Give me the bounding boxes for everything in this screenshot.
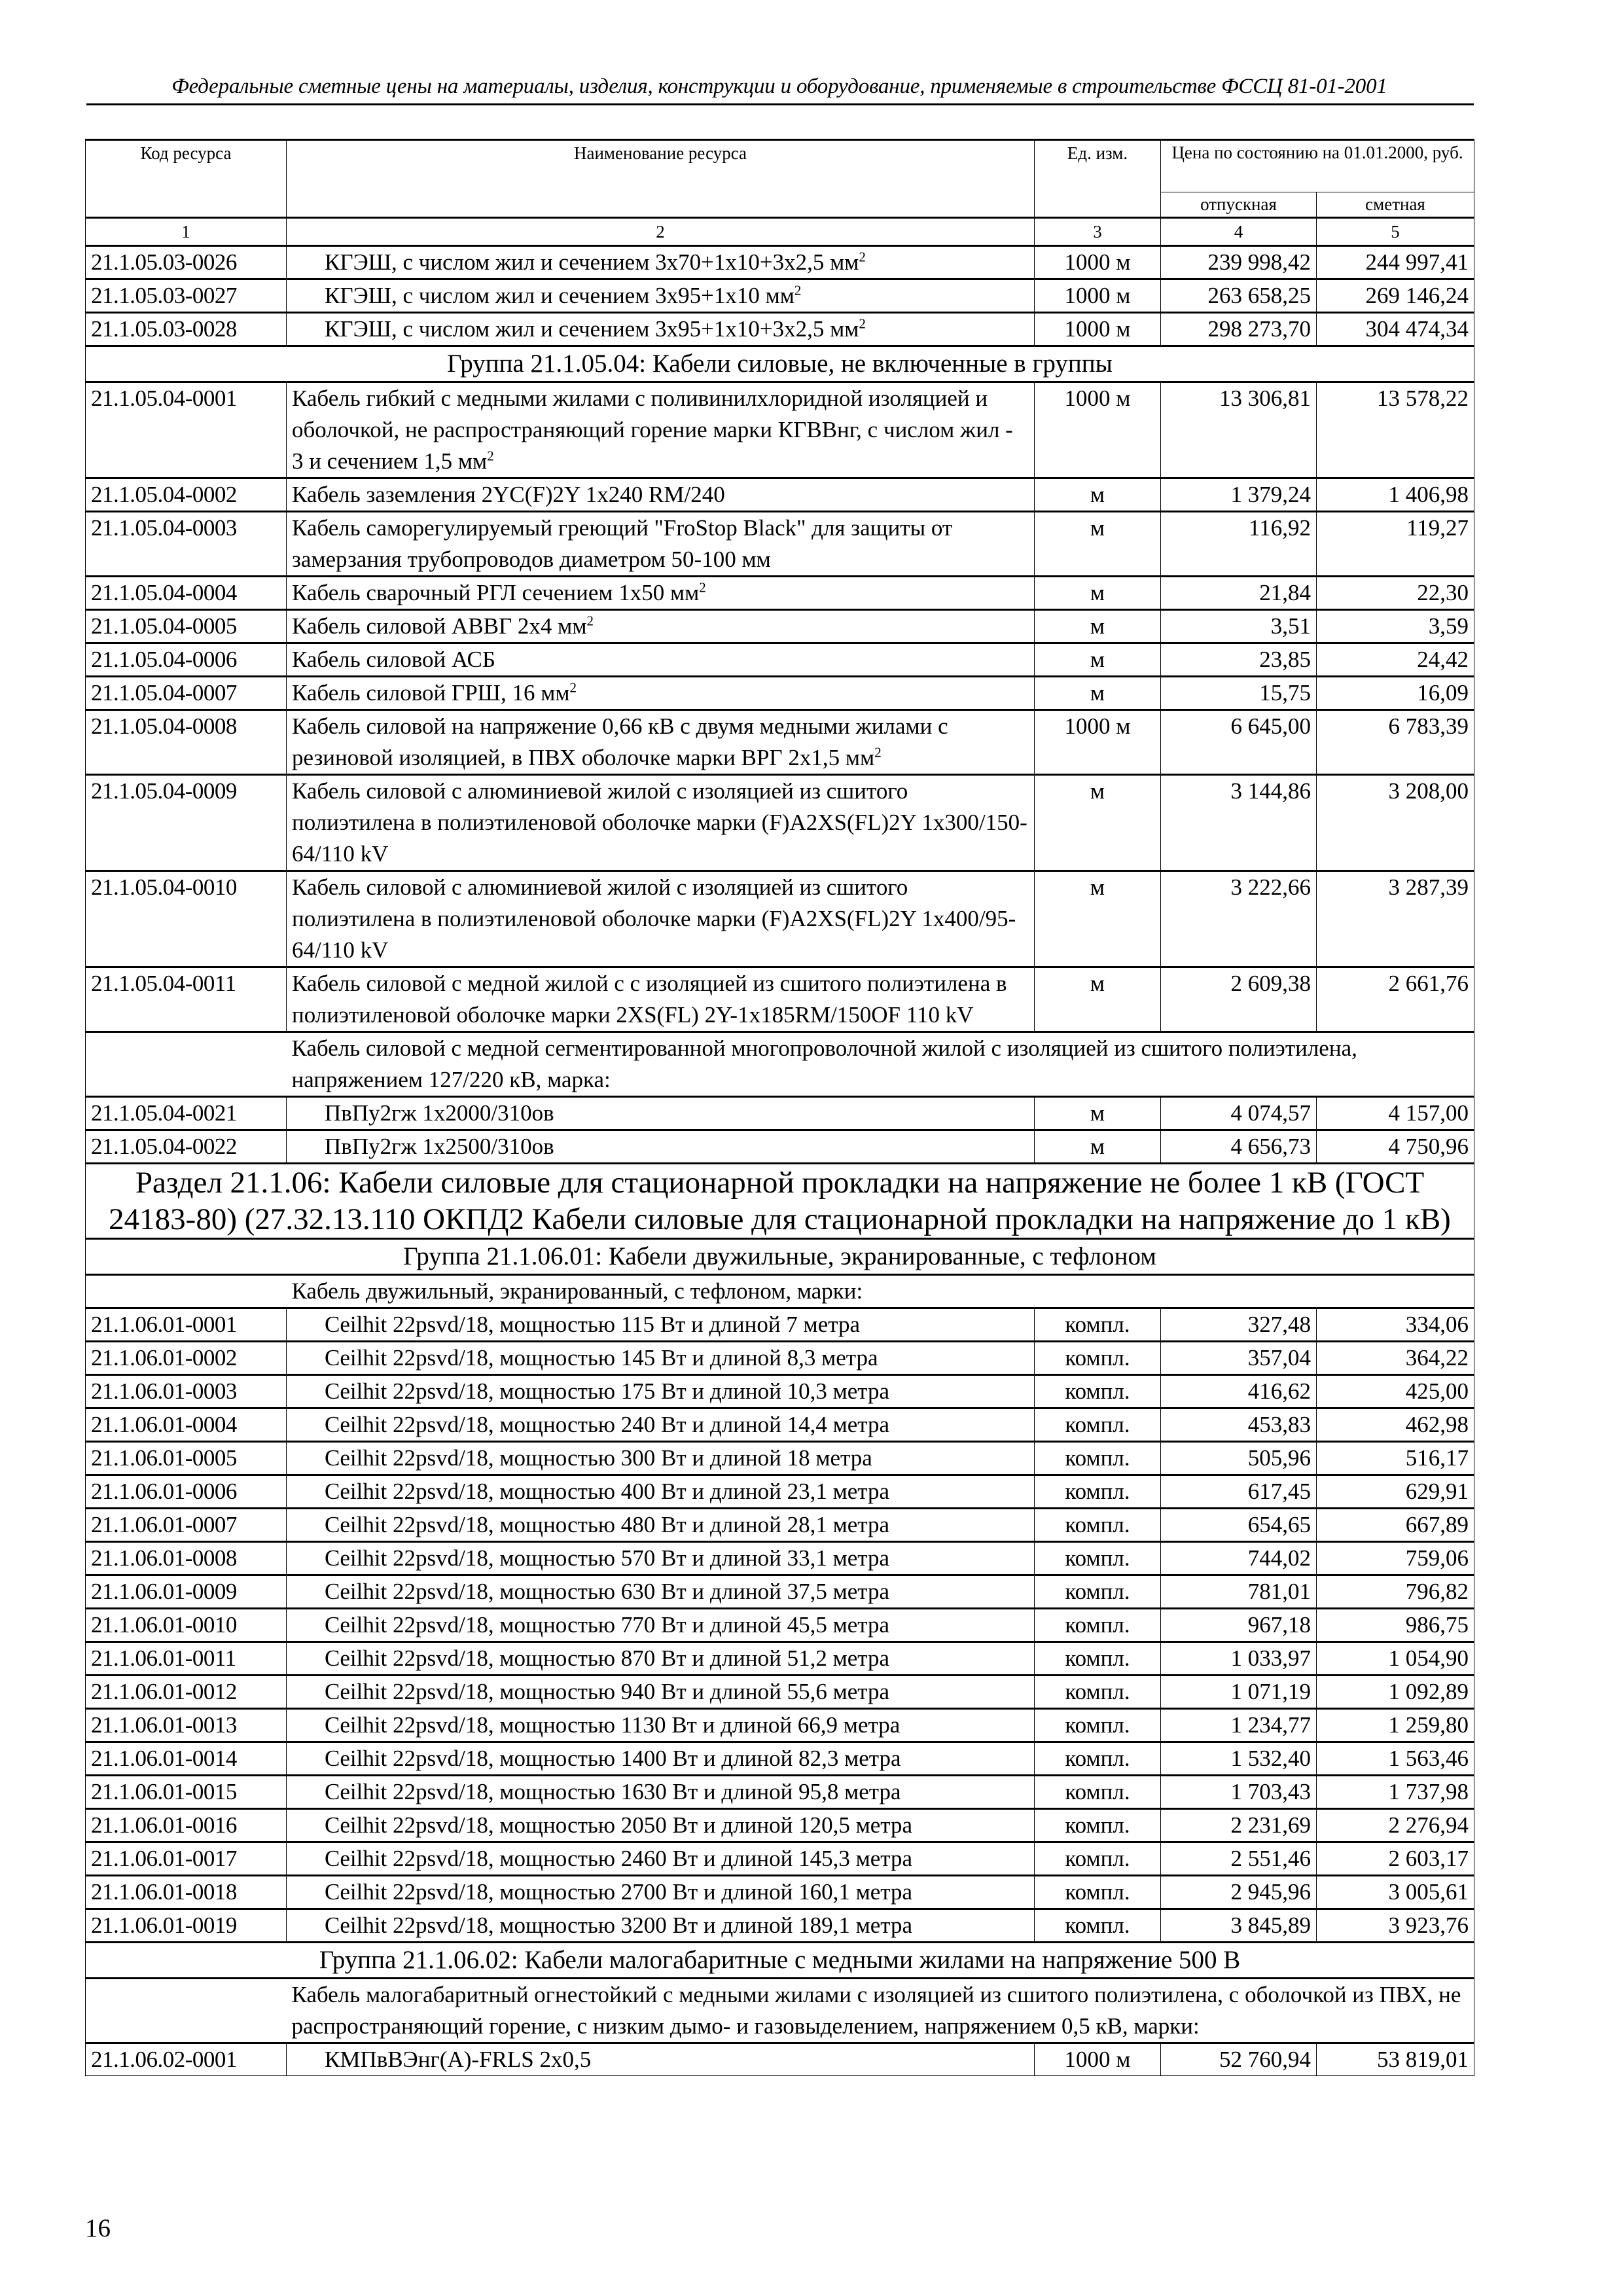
price-estimate: 667,89 <box>1317 1509 1474 1542</box>
price-release: 23,85 <box>1161 643 1317 677</box>
unit-of-measure: компл. <box>1035 1408 1161 1442</box>
resource-name <box>287 1609 1035 1642</box>
price-estimate: 1 054,90 <box>1317 1642 1474 1676</box>
resource-code: 21.1.05.04-0006 <box>86 643 287 677</box>
resource-code: 21.1.05.04-0009 <box>86 775 287 871</box>
resource-name <box>287 313 1035 346</box>
resource-name <box>287 1909 1035 1943</box>
group-heading: Группа 21.1.06.01: Кабели двужильные, экранированные, с тефлоном <box>86 1239 1474 1275</box>
column-number: 3 <box>1035 218 1161 246</box>
resource-name-text: Ceilhit 22psvd/18, мощностью 570 Вт и длиной 33,1 метра <box>325 1545 890 1571</box>
table-row <box>86 1509 1474 1542</box>
unit-superscript: 2 <box>569 679 577 696</box>
table-row <box>86 246 1474 279</box>
unit-of-measure: компл. <box>1035 1375 1161 1408</box>
col-header-price-estimate: сметная <box>1317 192 1474 218</box>
group-note-row <box>86 1979 1474 2043</box>
resource-code: 21.1.05.04-0008 <box>86 710 287 775</box>
resource-name-text: Ceilhit 22psvd/18, мощностью 1400 Вт и длиной 82,3 метра <box>325 1746 901 1771</box>
price-estimate: 3 287,39 <box>1317 871 1474 967</box>
unit-of-measure: компл. <box>1035 1809 1161 1842</box>
unit-of-measure: компл. <box>1035 1642 1161 1676</box>
resource-code: 21.1.06.01-0002 <box>86 1342 287 1375</box>
table-row <box>86 1876 1474 1909</box>
unit-of-measure: м <box>1035 478 1161 512</box>
resource-name-text: Ceilhit 22psvd/18, мощностью 1130 Вт и длиной 66,9 метра <box>325 1712 901 1738</box>
resource-name-text: Кабель силовой АВВГ 2х4 мм <box>292 613 587 639</box>
group-note: Кабель малогабаритный огнестойкий с медными жилами с изоляцией из сшитого полиэтилена, с оболочкой из ПВХ, не распространяющий горение, с низким дымо- и газовыделением, напряжением 0,5 кВ, марки: <box>287 1979 1474 2043</box>
price-estimate: 244 997,41 <box>1317 246 1474 279</box>
resource-name-text: Ceilhit 22psvd/18, мощностью 480 Вт и длиной 28,1 метра <box>325 1512 890 1537</box>
resource-name-text: Ceilhit 22psvd/18, мощностью 940 Вт и длиной 55,6 метра <box>325 1679 890 1704</box>
price-release: 13 306,81 <box>1161 382 1317 478</box>
price-estimate: 22,30 <box>1317 577 1474 610</box>
resource-name <box>287 246 1035 279</box>
price-estimate: 269 146,24 <box>1317 279 1474 313</box>
column-number: 5 <box>1317 218 1474 246</box>
unit-of-measure: компл. <box>1035 1742 1161 1776</box>
table-row <box>86 1676 1474 1709</box>
resource-name-text: Ceilhit 22psvd/18, мощностью 1630 Вт и длиной 95,8 метра <box>325 1779 901 1804</box>
price-release: 298 273,70 <box>1161 313 1317 346</box>
resource-name-text: Ceilhit 22psvd/18, мощностью 770 Вт и длиной 45,5 метра <box>325 1612 890 1638</box>
price-release: 1 703,43 <box>1161 1776 1317 1809</box>
table-row <box>86 1642 1474 1676</box>
price-estimate: 4 157,00 <box>1317 1097 1474 1130</box>
unit-of-measure: 1000 м <box>1035 246 1161 279</box>
table-row <box>86 1776 1474 1809</box>
resource-code: 21.1.05.04-0003 <box>86 512 287 577</box>
price-table <box>85 139 1474 2076</box>
group-heading-row <box>86 1239 1474 1275</box>
resource-code: 21.1.05.03-0026 <box>86 246 287 279</box>
resource-name-text: Кабель силовой с медной жилой с с изоляцией из сшитого полиэтилена в полиэтиленовой оболочке марки 2XS(FL) 2Y-1x185RM/150OF 110 kV <box>292 971 1007 1028</box>
column-number-row <box>86 218 1474 246</box>
table-body <box>86 218 1474 2076</box>
price-release: 1 379,24 <box>1161 478 1317 512</box>
resource-name <box>287 1542 1035 1575</box>
price-estimate: 6 783,39 <box>1317 710 1474 775</box>
resource-code: 21.1.06.01-0013 <box>86 1709 287 1742</box>
table-row <box>86 1097 1474 1130</box>
group-heading-row <box>86 346 1474 382</box>
price-estimate: 986,75 <box>1317 1609 1474 1642</box>
price-release: 6 645,00 <box>1161 710 1317 775</box>
resource-name <box>287 577 1035 610</box>
table-row <box>86 871 1474 967</box>
table-row <box>86 313 1474 346</box>
resource-name-text: Кабель силовой АСБ <box>292 647 495 672</box>
note-spacer <box>86 1275 287 1308</box>
resource-name <box>287 1742 1035 1776</box>
unit-of-measure: м <box>1035 577 1161 610</box>
unit-of-measure: компл. <box>1035 1709 1161 1742</box>
unit-of-measure: м <box>1035 643 1161 677</box>
resource-name <box>287 279 1035 313</box>
price-release: 239 998,42 <box>1161 246 1317 279</box>
section-heading: Раздел 21.1.06: Кабели силовые для стационарной прокладки на напряжение не более 1 кВ (ГОСТ 24183-80) (27.32.13.110 ОКПД2 Кабели силовые для стационарной прокладки на напряжение до 1 кВ) <box>86 1164 1474 1239</box>
price-estimate: 3 005,61 <box>1317 1876 1474 1909</box>
resource-name <box>287 1676 1035 1709</box>
resource-name <box>287 871 1035 967</box>
price-estimate: 53 819,01 <box>1317 2043 1474 2076</box>
resource-name-text: Кабель гибкий с медными жилами с поливинилхлоридной изоляцией и оболочкой, не распространяющий горение марки КГВВнг, с числом жил - 3 и сечением 1,5 мм <box>292 386 1013 474</box>
resource-code: 21.1.05.04-0010 <box>86 871 287 967</box>
price-release: 654,65 <box>1161 1509 1317 1542</box>
price-release: 327,48 <box>1161 1308 1317 1342</box>
resource-code: 21.1.06.01-0019 <box>86 1909 287 1943</box>
unit-of-measure: м <box>1035 1130 1161 1164</box>
table-row <box>86 1342 1474 1375</box>
resource-name <box>287 1375 1035 1408</box>
resource-name <box>287 1776 1035 1809</box>
section-heading-row <box>86 1164 1474 1239</box>
resource-name-text: Ceilhit 22psvd/18, мощностью 175 Вт и длиной 10,3 метра <box>325 1378 890 1404</box>
resource-code: 21.1.06.01-0018 <box>86 1876 287 1909</box>
unit-of-measure: компл. <box>1035 1308 1161 1342</box>
unit-superscript: 2 <box>794 282 802 298</box>
price-estimate: 16,09 <box>1317 677 1474 710</box>
resource-code: 21.1.05.04-0001 <box>86 382 287 478</box>
resource-name-text: Ceilhit 22psvd/18, мощностью 2460 Вт и длиной 145,3 метра <box>325 1846 913 1871</box>
price-estimate: 516,17 <box>1317 1442 1474 1475</box>
price-release: 2 945,96 <box>1161 1876 1317 1909</box>
unit-superscript: 2 <box>859 315 866 332</box>
resource-code: 21.1.06.01-0012 <box>86 1676 287 1709</box>
price-release: 21,84 <box>1161 577 1317 610</box>
resource-code: 21.1.06.01-0011 <box>86 1642 287 1676</box>
resource-code: 21.1.05.04-0007 <box>86 677 287 710</box>
price-estimate: 629,91 <box>1317 1475 1474 1509</box>
price-release: 3 845,89 <box>1161 1909 1317 1943</box>
price-estimate: 364,22 <box>1317 1342 1474 1375</box>
resource-name-text: Ceilhit 22psvd/18, мощностью 115 Вт и длиной 7 метра <box>325 1312 860 1337</box>
unit-of-measure: компл. <box>1035 1776 1161 1809</box>
unit-of-measure: м <box>1035 610 1161 643</box>
resource-code: 21.1.06.01-0014 <box>86 1742 287 1776</box>
resource-code: 21.1.05.04-0011 <box>86 967 287 1032</box>
table-row <box>86 1609 1474 1642</box>
col-header-price-group: Цена по состоянию на 01.01.2000, руб. <box>1161 140 1474 192</box>
price-release: 2 551,46 <box>1161 1842 1317 1876</box>
group-note-row <box>86 1275 1474 1308</box>
resource-name <box>287 775 1035 871</box>
resource-code: 21.1.06.01-0001 <box>86 1308 287 1342</box>
table-row <box>86 1809 1474 1842</box>
column-number: 1 <box>86 218 287 246</box>
unit-of-measure: компл. <box>1035 1342 1161 1375</box>
unit-of-measure: 1000 м <box>1035 313 1161 346</box>
price-release: 15,75 <box>1161 677 1317 710</box>
unit-of-measure: 1000 м <box>1035 2043 1161 2076</box>
column-number: 2 <box>287 218 1035 246</box>
unit-superscript: 2 <box>487 448 494 464</box>
price-release: 4 656,73 <box>1161 1130 1317 1164</box>
resource-name-text: КГЭШ, с числом жил и сечением 3х95+1х10 мм <box>325 283 794 308</box>
note-spacer <box>86 1032 287 1097</box>
resource-name-text: Ceilhit 22psvd/18, мощностью 870 Вт и длиной 51,2 метра <box>325 1645 890 1671</box>
table-row <box>86 1742 1474 1776</box>
unit-of-measure: компл. <box>1035 1442 1161 1475</box>
price-estimate: 2 603,17 <box>1317 1842 1474 1876</box>
resource-name-text: Кабель силовой ГРШ, 16 мм <box>292 680 570 706</box>
unit-of-measure: компл. <box>1035 1909 1161 1943</box>
unit-of-measure: компл. <box>1035 1575 1161 1609</box>
price-release: 4 074,57 <box>1161 1097 1317 1130</box>
group-heading-row <box>86 1943 1474 1979</box>
resource-code: 21.1.05.04-0002 <box>86 478 287 512</box>
group-note: Кабель силовой с медной сегментированной многопроволочной жилой с изоляцией из сшитого полиэтилена, напряжением 127/220 кВ, марка: <box>287 1032 1474 1097</box>
unit-of-measure: 1000 м <box>1035 710 1161 775</box>
table-row <box>86 1308 1474 1342</box>
table-row <box>86 1709 1474 1742</box>
table-row <box>86 1575 1474 1609</box>
price-release: 1 532,40 <box>1161 1742 1317 1776</box>
resource-name <box>287 1408 1035 1442</box>
price-estimate: 3 208,00 <box>1317 775 1474 871</box>
table-row <box>86 1442 1474 1475</box>
price-release: 505,96 <box>1161 1442 1317 1475</box>
resource-name-text: Ceilhit 22psvd/18, мощностью 240 Вт и длиной 14,4 метра <box>325 1412 890 1437</box>
table-row <box>86 1475 1474 1509</box>
resource-name <box>287 677 1035 710</box>
resource-code: 21.1.06.01-0003 <box>86 1375 287 1408</box>
table-row <box>86 2043 1474 2076</box>
price-release: 744,02 <box>1161 1542 1317 1575</box>
table-row <box>86 1842 1474 1876</box>
unit-of-measure: м <box>1035 871 1161 967</box>
resource-name-text: Ceilhit 22psvd/18, мощностью 2700 Вт и длиной 160,1 метра <box>325 1879 913 1905</box>
resource-name <box>287 1442 1035 1475</box>
price-release: 52 760,94 <box>1161 2043 1317 2076</box>
price-estimate: 2 276,94 <box>1317 1809 1474 1842</box>
resource-code: 21.1.05.03-0028 <box>86 313 287 346</box>
col-header-price-release: отпускная <box>1161 192 1317 218</box>
resource-code: 21.1.06.01-0008 <box>86 1542 287 1575</box>
resource-code: 21.1.06.01-0015 <box>86 1776 287 1809</box>
resource-name-text: Кабель силовой с алюминиевой жилой с изоляцией из сшитого полиэтилена в полиэтиленовой оболочке марки (F)A2XS(FL)2Y 1x400/95-64/110 kV <box>292 874 1016 963</box>
price-release: 617,45 <box>1161 1475 1317 1509</box>
price-release: 2 609,38 <box>1161 967 1317 1032</box>
unit-of-measure: м <box>1035 967 1161 1032</box>
resource-code: 21.1.05.03-0027 <box>86 279 287 313</box>
price-estimate: 2 661,76 <box>1317 967 1474 1032</box>
group-heading: Группа 21.1.06.02: Кабели малогабаритные с медными жилами на напряжение 500 В <box>86 1943 1474 1979</box>
unit-of-measure: 1000 м <box>1035 382 1161 478</box>
note-spacer <box>86 1979 287 2043</box>
resource-code: 21.1.05.04-0021 <box>86 1097 287 1130</box>
table-row <box>86 577 1474 610</box>
resource-code: 21.1.06.01-0017 <box>86 1842 287 1876</box>
running-header: Федеральные сметные цены на материалы, изделия, конструкции и оборудование, применяемые в строительстве ФССЦ 81-01-2001 <box>171 75 1387 98</box>
unit-superscript: 2 <box>586 613 594 629</box>
group-note: Кабель двужильный, экранированный, с тефлоном, марки: <box>287 1275 1474 1308</box>
resource-code: 21.1.06.01-0016 <box>86 1809 287 1842</box>
resource-name <box>287 1097 1035 1130</box>
unit-of-measure: компл. <box>1035 1475 1161 1509</box>
price-estimate: 462,98 <box>1317 1408 1474 1442</box>
price-estimate: 334,06 <box>1317 1308 1474 1342</box>
unit-of-measure: компл. <box>1035 1676 1161 1709</box>
resource-name <box>287 2043 1035 2076</box>
table-row <box>86 643 1474 677</box>
price-estimate: 1 737,98 <box>1317 1776 1474 1809</box>
table-row <box>86 279 1474 313</box>
table-row <box>86 478 1474 512</box>
resource-name-text: Кабель силовой с алюминиевой жилой с изоляцией из сшитого полиэтилена в полиэтиленовой оболочке марки (F)A2XS(FL)2Y 1x300/150-64/110 kV <box>292 778 1027 867</box>
resource-name <box>287 1809 1035 1842</box>
table-row <box>86 1130 1474 1164</box>
resource-code: 21.1.06.01-0009 <box>86 1575 287 1609</box>
price-release: 263 658,25 <box>1161 279 1317 313</box>
resource-name <box>287 1509 1035 1542</box>
price-estimate: 4 750,96 <box>1317 1130 1474 1164</box>
resource-code: 21.1.05.04-0005 <box>86 610 287 643</box>
resource-name <box>287 382 1035 478</box>
resource-name <box>287 610 1035 643</box>
resource-name-text: ПвПу2гж 1х2500/310ов <box>325 1134 554 1159</box>
unit-of-measure: м <box>1035 677 1161 710</box>
price-release: 416,62 <box>1161 1375 1317 1408</box>
resource-name <box>287 1308 1035 1342</box>
price-release: 967,18 <box>1161 1609 1317 1642</box>
table-row <box>86 1375 1474 1408</box>
price-estimate: 796,82 <box>1317 1575 1474 1609</box>
price-release: 453,83 <box>1161 1408 1317 1442</box>
resource-name-text: Ceilhit 22psvd/18, мощностью 2050 Вт и длиной 120,5 метра <box>325 1812 913 1838</box>
unit-of-measure: компл. <box>1035 1509 1161 1542</box>
unit-of-measure: компл. <box>1035 1609 1161 1642</box>
unit-of-measure: компл. <box>1035 1842 1161 1876</box>
price-estimate: 3,59 <box>1317 610 1474 643</box>
column-number: 4 <box>1161 218 1317 246</box>
price-release: 1 071,19 <box>1161 1676 1317 1709</box>
resource-name-text: Ceilhit 22psvd/18, мощностью 630 Вт и длиной 37,5 метра <box>325 1579 890 1604</box>
resource-code: 21.1.05.04-0004 <box>86 577 287 610</box>
table-row <box>86 610 1474 643</box>
price-release: 3 144,86 <box>1161 775 1317 871</box>
price-estimate: 759,06 <box>1317 1542 1474 1575</box>
price-release: 781,01 <box>1161 1575 1317 1609</box>
table-row <box>86 710 1474 775</box>
resource-name <box>287 1575 1035 1609</box>
price-estimate: 3 923,76 <box>1317 1909 1474 1943</box>
resource-code: 21.1.06.02-0001 <box>86 2043 287 2076</box>
resource-name-text: Кабель силовой на напряжение 0,66 кВ с двумя медными жилами с резиновой изоляцией, в ПВХ оболочке марки ВРГ 2х1,5 мм <box>292 713 948 770</box>
price-estimate: 1 092,89 <box>1317 1676 1474 1709</box>
resource-name <box>287 1842 1035 1876</box>
price-release: 1 234,77 <box>1161 1709 1317 1742</box>
resource-name-text: Кабель саморегулируемый греющий "FroStop Black" для защиты от замерзания трубопроводов диаметром 50-100 мм <box>292 515 953 572</box>
price-estimate: 304 474,34 <box>1317 313 1474 346</box>
col-header-code: Код ресурса <box>86 140 287 218</box>
price-estimate: 1 563,46 <box>1317 1742 1474 1776</box>
price-estimate: 119,27 <box>1317 512 1474 577</box>
resource-name-text: ПвПу2гж 1х2000/310ов <box>325 1100 554 1126</box>
unit-of-measure: компл. <box>1035 1876 1161 1909</box>
unit-superscript: 2 <box>859 249 866 265</box>
resource-name <box>287 1876 1035 1909</box>
unit-superscript: 2 <box>874 744 882 761</box>
resource-name-text: Ceilhit 22psvd/18, мощностью 3200 Вт и длиной 189,1 метра <box>325 1912 913 1938</box>
group-note-row <box>86 1032 1474 1097</box>
resource-code: 21.1.06.01-0006 <box>86 1475 287 1509</box>
table-row <box>86 775 1474 871</box>
resource-name <box>287 1642 1035 1676</box>
unit-of-measure: м <box>1035 1097 1161 1130</box>
resource-name <box>287 1130 1035 1164</box>
resource-name <box>287 967 1035 1032</box>
resource-name-text: Ceilhit 22psvd/18, мощностью 400 Вт и длиной 23,1 метра <box>325 1479 890 1504</box>
resource-name <box>287 643 1035 677</box>
header-rule <box>86 103 1474 105</box>
price-estimate: 24,42 <box>1317 643 1474 677</box>
price-estimate: 425,00 <box>1317 1375 1474 1408</box>
unit-of-measure: м <box>1035 775 1161 871</box>
table-row <box>86 512 1474 577</box>
resource-name <box>287 1709 1035 1742</box>
price-estimate: 1 259,80 <box>1317 1709 1474 1742</box>
resource-name-text: КГЭШ, с числом жил и сечением 3х70+1х10+3х2,5 мм <box>325 249 859 275</box>
table-row <box>86 967 1474 1032</box>
group-heading: Группа 21.1.05.04: Кабели силовые, не включенные в группы <box>86 346 1474 382</box>
resource-name-text: Кабель заземления 2YC(F)2Y 1x240 RM/240 <box>292 482 725 507</box>
col-header-unit: Ед. изм. <box>1035 140 1161 218</box>
resource-name <box>287 478 1035 512</box>
table-row <box>86 1909 1474 1943</box>
unit-of-measure: компл. <box>1035 1542 1161 1575</box>
resource-name-text: КМПвВЭнг(А)-FRLS 2х0,5 <box>325 2047 592 2072</box>
resource-name-text: Ceilhit 22psvd/18, мощностью 145 Вт и длиной 8,3 метра <box>325 1345 878 1371</box>
resource-code: 21.1.06.01-0004 <box>86 1408 287 1442</box>
table-row <box>86 382 1474 478</box>
unit-superscript: 2 <box>699 579 706 596</box>
price-release: 3,51 <box>1161 610 1317 643</box>
price-estimate: 1 406,98 <box>1317 478 1474 512</box>
unit-of-measure: 1000 м <box>1035 279 1161 313</box>
unit-of-measure: м <box>1035 512 1161 577</box>
price-release: 116,92 <box>1161 512 1317 577</box>
price-release: 1 033,97 <box>1161 1642 1317 1676</box>
resource-name-text: Кабель сварочный РГЛ сечением 1х50 мм <box>292 580 700 605</box>
price-release: 357,04 <box>1161 1342 1317 1375</box>
resource-name <box>287 1475 1035 1509</box>
table-row <box>86 1542 1474 1575</box>
resource-name <box>287 1342 1035 1375</box>
page-number: 16 <box>85 2214 111 2242</box>
table-row <box>86 1408 1474 1442</box>
price-estimate: 13 578,22 <box>1317 382 1474 478</box>
table-row <box>86 677 1474 710</box>
price-release: 2 231,69 <box>1161 1809 1317 1842</box>
resource-code: 21.1.06.01-0007 <box>86 1509 287 1542</box>
resource-name <box>287 710 1035 775</box>
resource-code: 21.1.06.01-0010 <box>86 1609 287 1642</box>
price-release: 3 222,66 <box>1161 871 1317 967</box>
resource-name <box>287 512 1035 577</box>
resource-code: 21.1.06.01-0005 <box>86 1442 287 1475</box>
resource-name-text: Ceilhit 22psvd/18, мощностью 300 Вт и длиной 18 метра <box>325 1445 872 1471</box>
resource-code: 21.1.05.04-0022 <box>86 1130 287 1164</box>
col-header-name: Наименование ресурса <box>287 140 1035 218</box>
resource-name-text: КГЭШ, с числом жил и сечением 3х95+1х10+3х2,5 мм <box>325 316 859 342</box>
